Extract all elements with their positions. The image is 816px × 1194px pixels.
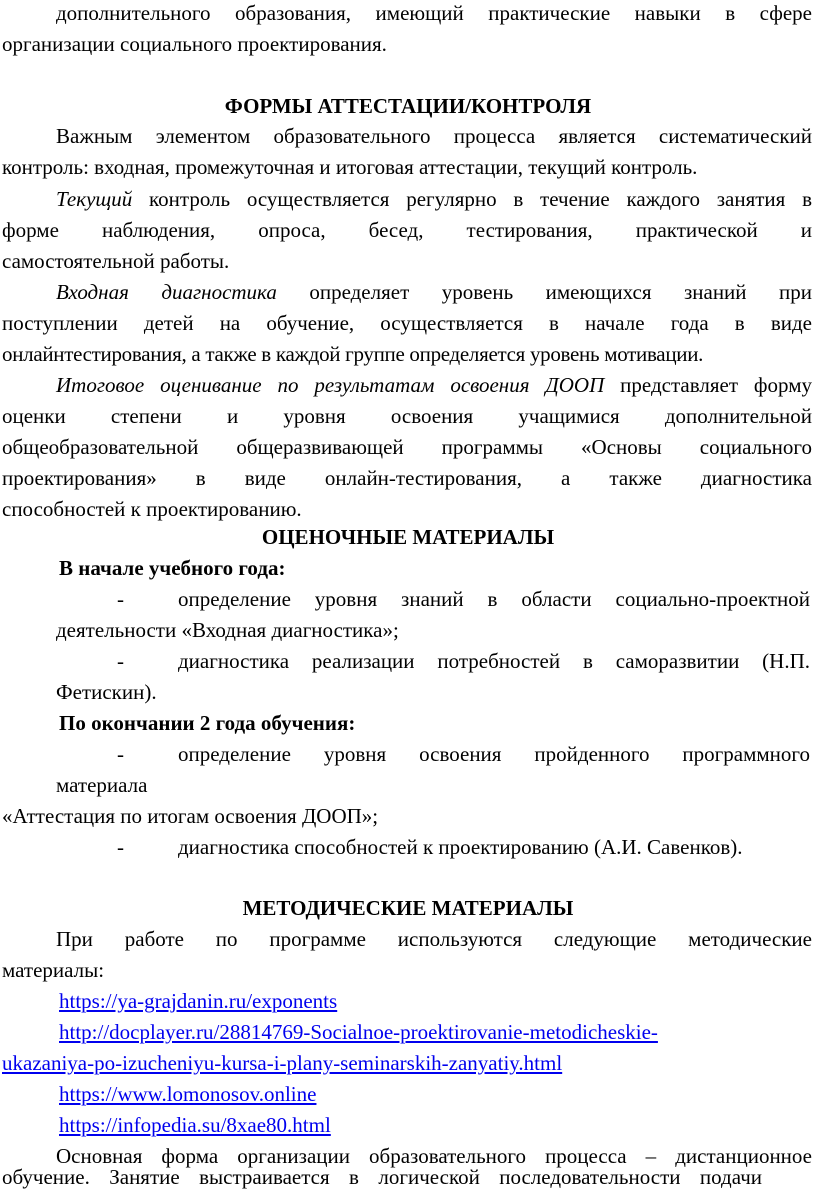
text-line [56, 924, 812, 955]
subheading-end-year: По окончании 2 года обучения: [59, 711, 356, 735]
text-line [2, 401, 812, 432]
text: способностей к проектированию. [2, 497, 302, 521]
text-line [2, 955, 812, 986]
text-line [56, 0, 812, 29]
dash-marker: - [117, 649, 124, 673]
bullet-text: диагностика реализации потребностей в саморазвитии (Н.П. [178, 649, 810, 673]
text: форме наблюдения, опроса, бесед, тестирования, практической и [2, 218, 812, 242]
text: проектирования» в виде онлайн-тестирования, а также диагностика [2, 466, 812, 490]
link-docplayer[interactable]: http://docplayer.ru/28814769-Socialnoe-proektirovanie-metodicheskie- [59, 1020, 658, 1044]
link-infopedia[interactable]: https://infopedia.su/8xae80.html [59, 1113, 331, 1137]
link-lomonosov[interactable]: https://www.lomonosov.online [59, 1082, 317, 1106]
text-line [2, 494, 812, 525]
text: дополнительного образования, имеющий практические навыки в сфере [56, 1, 812, 25]
text-line [56, 615, 816, 646]
section-heading-evaluation: ОЦЕНОЧНЫЕ МАТЕРИАЛЫ [261, 525, 555, 549]
text: общеобразовательной общеразвивающей программы «Основы социального [2, 435, 812, 459]
text-line [2, 1162, 762, 1193]
text: представляет форму [604, 373, 812, 397]
text-line [2, 29, 812, 60]
italic-term: Текущий [56, 187, 133, 211]
text: материалы: [2, 958, 105, 982]
link-line [59, 1017, 816, 1048]
link-line [59, 986, 816, 1017]
text-line [2, 215, 812, 246]
text: «Аттестация по итогам освоения ДООП»; [2, 804, 379, 828]
text: материала [56, 773, 148, 797]
text: организации социального проектирования. [2, 32, 387, 56]
text-line [56, 770, 816, 801]
text-line [2, 801, 812, 832]
link-ya-grajdanin[interactable]: https://ya-grajdanin.ru/exponents [59, 989, 338, 1013]
text-line [56, 677, 816, 708]
dash-marker: - [117, 742, 124, 766]
section-heading-forms: ФОРМЫ АТТЕСТАЦИИ/КОНТРОЛЯ [224, 94, 592, 118]
text: оценки степени и уровня освоения учащимися дополнительной [2, 404, 812, 428]
text: самостоятельной работы. [2, 249, 230, 273]
text: При работе по программе используются следующие методические [56, 927, 812, 951]
text: поступлении детей на обучение, осуществляется в начале года в виде [2, 311, 812, 335]
text: определяет уровень имеющихся знаний при [276, 280, 812, 304]
text: контроль осуществляется регулярно в течение каждого занятия в [132, 187, 812, 211]
text: Основная форма организации образовательного процесса – дистанционное [56, 1144, 812, 1168]
bullet-text: определение уровня освоения пройденного программного [178, 742, 810, 766]
text: контроль: входная, промежуточная и итоговая аттестации, текущий контроль. [2, 155, 698, 179]
text: деятельности «Входная диагностика»; [56, 618, 399, 642]
link-line [59, 1079, 816, 1110]
text: обучение. Занятие выстраивается в логической последовательности подачи [2, 1165, 762, 1189]
dash-marker: - [117, 835, 124, 859]
text-line [2, 432, 812, 463]
dash-marker: - [117, 587, 124, 611]
text-line [2, 152, 812, 183]
text-line [56, 277, 812, 308]
text-line [2, 339, 812, 370]
text-line [56, 121, 812, 152]
italic-term: Итоговое оценивание по результатам освоения ДООП [56, 373, 605, 397]
text-line [56, 184, 812, 215]
text: Важным элементом образовательного процесса является систематический [56, 124, 812, 148]
section-heading-methodical: МЕТОДИЧЕСКИЕ МАТЕРИАЛЫ [242, 896, 574, 920]
bullet-text: определение уровня знаний в области социально-проектной [178, 587, 810, 611]
text-line [2, 308, 812, 339]
link-line [2, 1048, 812, 1079]
text-line [56, 370, 812, 401]
text-line [2, 463, 812, 494]
subheading-start-year: В начале учебного года: [59, 556, 286, 580]
text-line [2, 246, 812, 277]
link-docplayer-continued[interactable]: ukazaniya-po-izucheniyu-kursa-i-plany-seminarskih-zanyatiy.html [2, 1051, 563, 1075]
text: онлайнтестирования, а также в каждой группе определяется уровень мотивации. [2, 342, 704, 366]
italic-term: Входная диагностика [56, 280, 277, 304]
bullet-text: диагностика способностей к проектированию (А.И. Савенков). [178, 835, 743, 859]
link-line [59, 1110, 816, 1141]
text: Фетискин). [56, 680, 157, 704]
